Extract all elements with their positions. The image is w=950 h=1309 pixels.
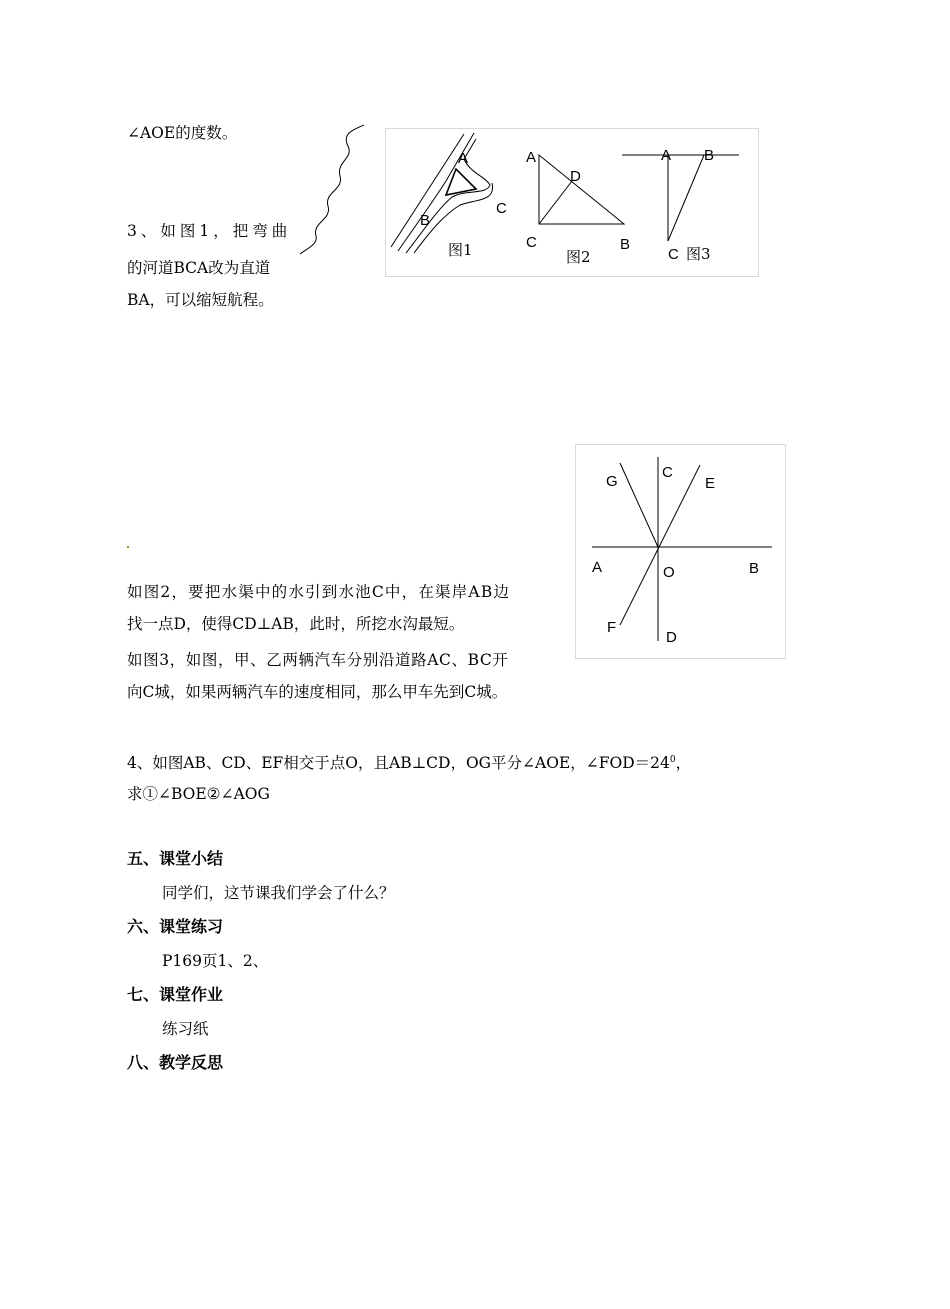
figure-2 (526, 149, 630, 266)
fig1-label-a: A (458, 150, 469, 167)
text-line: 如图2，要把水渠中的水引到水池C中，在渠岸AB边 (127, 583, 511, 601)
section-heading: 六、课堂练习 (127, 917, 224, 936)
section-heading: 七、课堂作业 (127, 985, 224, 1004)
wavy-curve (290, 120, 380, 260)
fig2-label-c: C (526, 234, 537, 251)
text-line: 找一点D，使得CD⊥AB，此时，所挖水沟最短。 (127, 615, 465, 633)
section-heading: 五、课堂小结 (127, 849, 224, 868)
section-body: 同学们，这节课我们学会了什么？ (162, 884, 395, 902)
fig4-label-g: G (606, 473, 618, 490)
figure-box-4 (575, 444, 786, 659)
fig2-label-b: B (620, 236, 631, 253)
fig1-label-c: C (496, 200, 507, 217)
section-body: 练习纸 (162, 1020, 209, 1038)
fig4-label-e: E (705, 475, 716, 492)
text-line: 3、如图1，把弯曲 (127, 222, 292, 240)
problem-4-text (127, 750, 691, 773)
superscript: 0 (669, 755, 676, 765)
fig4-label-d: D (666, 629, 677, 646)
fig2-label-d: D (570, 168, 581, 185)
fig2-caption: 图2 (566, 248, 591, 266)
fig2-label-a: A (526, 149, 537, 166)
stray-mark (127, 546, 129, 548)
fig3-label-c: C (668, 246, 679, 263)
fig4-label-f: F (607, 619, 617, 636)
fig4-label-c: C (662, 464, 673, 481)
text-line: 求①∠BOE②∠AOG (127, 785, 270, 803)
fig3-label-a: A (661, 147, 672, 164)
figure-box-1-3 (385, 128, 759, 277)
section-heading: 八、教学反思 (127, 1053, 224, 1072)
fig4-label-o: O (663, 564, 675, 581)
figure-4 (576, 445, 785, 658)
section-body: P169页1、2、 (162, 952, 269, 970)
text-line: ， (675, 754, 692, 773)
fig4-label-a: A (592, 559, 603, 576)
figure-3 (622, 147, 739, 263)
text-line: 4、如图AB、CD、EF相交于点O，且AB⊥CD，OG平分∠AOE，∠FOD＝24 (127, 754, 670, 773)
text-line: BA，可以缩短航程。 (127, 291, 274, 309)
fig1-caption: 图1 (448, 241, 473, 259)
figure-1 (391, 133, 507, 259)
fig4-label-b: B (749, 560, 760, 577)
fig3-label-b: B (704, 147, 715, 164)
text-line: 如图3，如图，甲、乙两辆汽车分别沿道路AC、BC开 (127, 651, 509, 669)
figures-svg (386, 129, 758, 276)
text-line: 的河道BCA改为直道 (127, 259, 271, 277)
text-line: ∠AOE的度数。 (127, 124, 238, 142)
fig1-label-b: B (420, 212, 431, 229)
text-line: 向C城，如果两辆汽车的速度相同，那么甲车先到C城。 (127, 683, 508, 701)
fig3-caption: 图3 (686, 245, 711, 263)
